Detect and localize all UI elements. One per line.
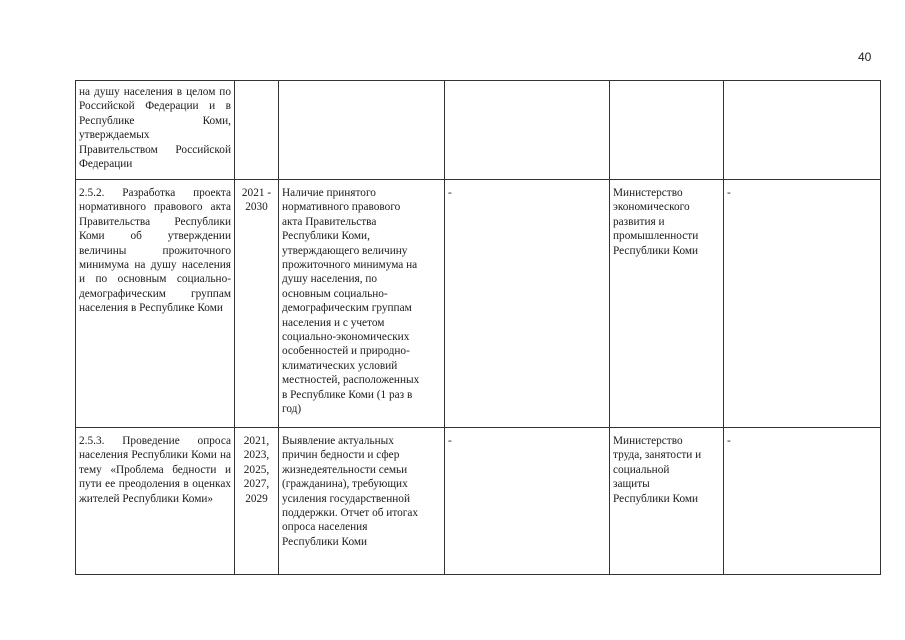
cell-result — [279, 428, 445, 575]
cell-note — [724, 428, 881, 575]
action-text: 2.5.2. Разработка проекта нормативного правового акта Правительства Республики Коми об утверждении величины прожиточного минимума на душу населения и по основным социально-демографическим группам населения в Республике Коми — [79, 187, 231, 315]
cell-note — [724, 180, 881, 428]
cell-result — [279, 81, 445, 180]
indicator-text: - — [448, 187, 452, 199]
table-row — [76, 81, 881, 180]
note-text: - — [727, 435, 731, 447]
cell-action — [76, 180, 235, 428]
cell-result — [279, 180, 445, 428]
cell-action — [76, 428, 235, 575]
period-text: 2021, 2023, 2025, 2027, 2029 — [243, 435, 270, 505]
measures-table — [75, 80, 881, 575]
executor-text: Министерство экономического развития и промышленности Республики Коми — [613, 187, 699, 257]
note-text: - — [727, 187, 731, 199]
result-text: Выявление актуальных причин бедности и сфер жизнедеятельности семьи (гражданина), требующих усиления государственной поддержки. Отчет об итогах опроса населения Республики Коми — [282, 435, 419, 548]
action-text: на душу населения в целом по Российской Федерации и в Республике Коми, утверждаемых Правительством Российской Федерации — [79, 86, 231, 171]
executor-text: Министерство труда, занятости и социальной защиты Республики Коми — [613, 435, 702, 505]
cell-note — [724, 81, 881, 180]
cell-period — [235, 81, 279, 180]
result-text: Наличие принятого нормативного правового акта Правительства Республики Коми, утверждающего величину прожиточного минимума на душу населения, по основным социально- демографическим группам населения и с учетом социально-экономических особенностей и природно- климатических условий местностей, расположенных в Республике Коми (1 раз в год) — [282, 187, 420, 416]
page-number: 40 — [858, 50, 872, 64]
cell-executor — [610, 180, 724, 428]
table-row — [76, 428, 881, 575]
cell-indicator — [445, 428, 610, 575]
cell-executor — [610, 428, 724, 575]
cell-executor — [610, 81, 724, 180]
cell-indicator — [445, 180, 610, 428]
indicator-text: - — [448, 435, 452, 447]
action-text: 2.5.3. Проведение опроса населения Республики Коми на тему «Проблема бедности и пути ее преодоления в оценках жителей Республики Коми» — [79, 435, 231, 505]
cell-indicator — [445, 81, 610, 180]
cell-period — [235, 428, 279, 575]
cell-period — [235, 180, 279, 428]
period-text: 2021 - 2030 — [241, 187, 272, 214]
table-row — [76, 180, 881, 428]
cell-action — [76, 81, 235, 180]
